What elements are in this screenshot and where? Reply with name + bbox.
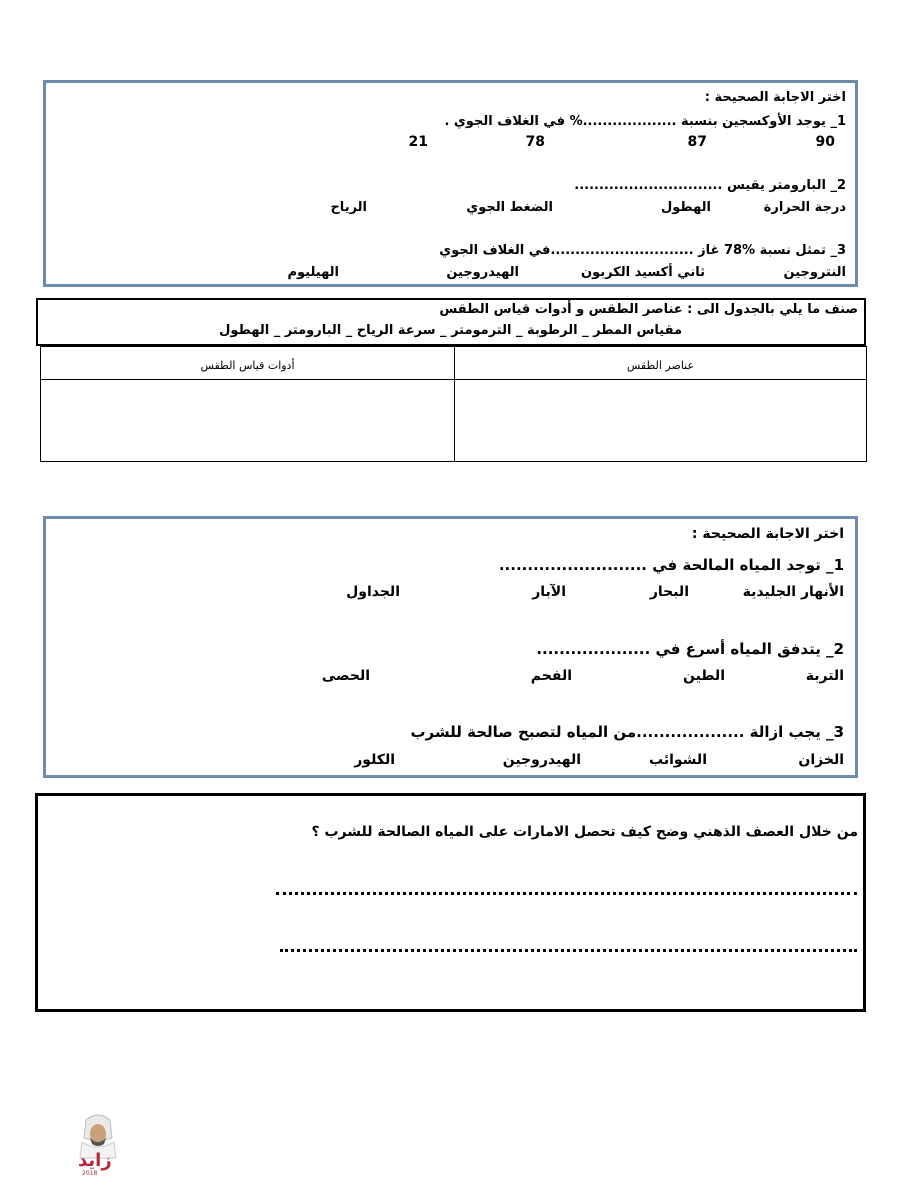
section3-q1-option-4[interactable]: الجداول: [346, 584, 400, 600]
zayed-logo-text: زايد: [78, 1150, 112, 1171]
section3-q2-option-2[interactable]: الطين: [682, 668, 725, 684]
section3-q1-text: 1_ توجد المياه المالحة في ..........................: [498, 556, 844, 574]
section1-q2-option-1[interactable]: درجة الحرارة: [763, 200, 846, 215]
section3-q2-option-1[interactable]: التربة: [805, 668, 844, 684]
section1-q1-option-3[interactable]: 78: [525, 134, 545, 150]
tools-answer-cell[interactable]: [41, 380, 455, 462]
section1-q3-option-2[interactable]: ثاني أكسيد الكربون: [580, 265, 705, 280]
section1-q2-text: 2_ البارومتر يقيس ..............................: [574, 178, 846, 193]
classify-instruction: صنف ما يلي بالجدول الى : عناصر الطقس و أدوات قياس الطقس: [439, 302, 858, 317]
section3-q1-option-1[interactable]: الأنهار الجليدية: [742, 584, 844, 600]
section1-q1-text: 1_ يوجد الأوكسجين بنسبة ...................% في الغلاف الجوي .: [444, 114, 846, 129]
section1-q2-option-4[interactable]: الرياح: [330, 200, 367, 215]
classify-table: [40, 346, 867, 462]
section1-q3-option-4[interactable]: الهيليوم: [287, 265, 339, 280]
section1-q2-option-3[interactable]: الضغط الجوي: [466, 200, 553, 215]
zayed-year-logo: [76, 1112, 120, 1180]
table-header-tools: أدوات قياس الطقس: [200, 358, 295, 372]
section3-q1-option-2[interactable]: البحار: [649, 584, 689, 600]
section3-q3-text: 3_ يجب ازالة ...................من المياه لتصبح صالحة للشرب: [410, 723, 844, 741]
answer-line-2[interactable]: [280, 949, 857, 952]
section1-q2-option-2[interactable]: الهطول: [660, 200, 711, 215]
elements-answer-cell[interactable]: [455, 380, 867, 462]
section3-q3-option-2[interactable]: الشوائب: [649, 752, 707, 768]
section1-q1-option-2[interactable]: 87: [687, 134, 707, 150]
table-header-tools-cell: [41, 347, 455, 380]
section3-q3-option-1[interactable]: الخزان: [798, 752, 844, 768]
section3-q3-option-4[interactable]: الكلور: [354, 752, 395, 768]
section3-q2-option-4[interactable]: الحصى: [321, 668, 370, 684]
section1-q3-option-1[interactable]: النتروجين: [783, 265, 846, 280]
section1-title: اختر الاجابة الصحيحة :: [704, 90, 846, 105]
section1-q3-text: 3_ تمثل نسبة %78 غاز .............................في الغلاف الجوي: [439, 243, 846, 258]
brainstorm-question: من خلال العصف الذهني وضح كيف تحصل الامارات على المياه الصالحة للشرب ؟: [311, 824, 858, 840]
classify-items: مقياس المطر _ الرطوبة _ الترمومتر _ سرعة الرياح _ البارومتر _ الهطول: [219, 323, 682, 338]
table-header-elements-cell: [455, 347, 867, 380]
table-header-elements: عناصر الطقس: [626, 358, 695, 372]
section3-q1-option-3[interactable]: الآبار: [532, 584, 566, 600]
section3-q2-text: 2_ يتدفق المياه أسرع في ....................: [536, 640, 844, 658]
section3-q3-option-3[interactable]: الهيدروجين: [502, 752, 581, 768]
zayed-logo-year: 2018: [82, 1170, 98, 1177]
section1-q1-option-1[interactable]: 90: [815, 134, 835, 150]
answer-line-1[interactable]: [276, 892, 857, 895]
section1-q3-option-3[interactable]: الهيدروجين: [446, 265, 519, 280]
section3-title: اختر الاجابة الصحيحة :: [691, 526, 844, 542]
section3-q2-option-3[interactable]: الفحم: [530, 668, 572, 684]
section1-q1-option-4[interactable]: 21: [408, 134, 428, 150]
